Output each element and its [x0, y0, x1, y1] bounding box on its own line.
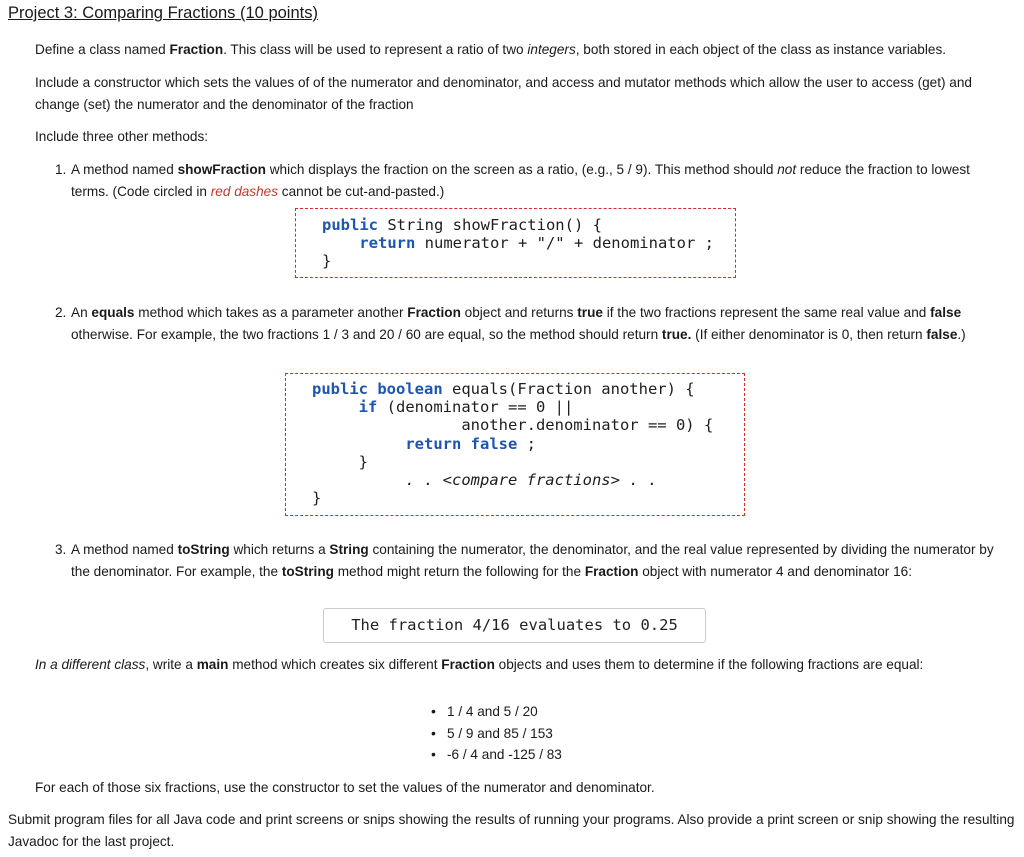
code-showfraction: public String showFraction() { return numerator + "/" + denominator ; } — [322, 216, 714, 271]
constructor-paragraph: Include a constructor which sets the values of of the numerator and denominator, and access and mutator methods which allow the user to access (get) and change (set) the numerator and the denominator of the fraction — [35, 75, 972, 112]
red-dashes-note: red dashes — [210, 183, 279, 199]
item-number: 3. — [55, 542, 67, 557]
constructor-instruction: For each of those six fractions, use the constructor to set the values of the numerator and denominator. — [35, 780, 655, 795]
tostring-output-example: The fraction 4/16 evaluates to 0.25 — [323, 608, 706, 643]
intro-paragraph: Define a class named Fraction. This class will be used to represent a ratio of two integers, both stored in each object of the class as instance variables. — [35, 42, 947, 57]
code-equals: public boolean equals(Fraction another) { if (denominator == 0 || another.denominator == 0) { return false ; } . . <compare fractions> . . } — [312, 380, 714, 508]
item-number: 2. — [55, 305, 67, 320]
main-method-paragraph: In a different class, write a main method which creates six different Fraction objects and uses them to determine if the following fractions are equal: — [35, 657, 924, 672]
method-item-1: 1. A method named showFraction which displays the fraction on the screen as a ratio, (e.g., 5 / 9). This method should not reduce the fraction to lowest terms. (Code circled in red dashes cannot be cut-and-pasted.) — [55, 159, 995, 202]
fraction-pairs-list — [429, 701, 562, 766]
page-title: Project 3: Comparing Fractions (10 points) — [8, 4, 318, 22]
list-item: • 5 / 9 and 85 / 153 — [429, 723, 562, 745]
list-item: • 1 / 4 and 5 / 20 — [429, 701, 562, 723]
method-item-2: 2. An equals method which takes as a parameter another Fraction object and returns true if the two fractions represent the same real value and false otherwise. For example, the two fractions 1 / 3 and 20 / 60 are equal, so the method should return true. (If either denominator is 0, then return false.) — [55, 302, 995, 345]
methods-intro: Include three other methods: — [35, 129, 209, 144]
list-item: • -6 / 4 and -125 / 83 — [429, 744, 562, 766]
submission-instructions: Submit program files for all Java code and print screens or snips showing the results of running your programs. Also provide a print screen or snip showing the resulting Javadoc for the last project. — [8, 812, 1015, 849]
item-number: 1. — [55, 162, 67, 177]
method-item-3: 3. A method named toString which returns a String containing the numerator, the denominator, and the real value represented by dividing the numerator by the denominator. For example, the toString method might return the following for the Fraction object with numerator 4 and denominator 16: — [55, 539, 995, 582]
